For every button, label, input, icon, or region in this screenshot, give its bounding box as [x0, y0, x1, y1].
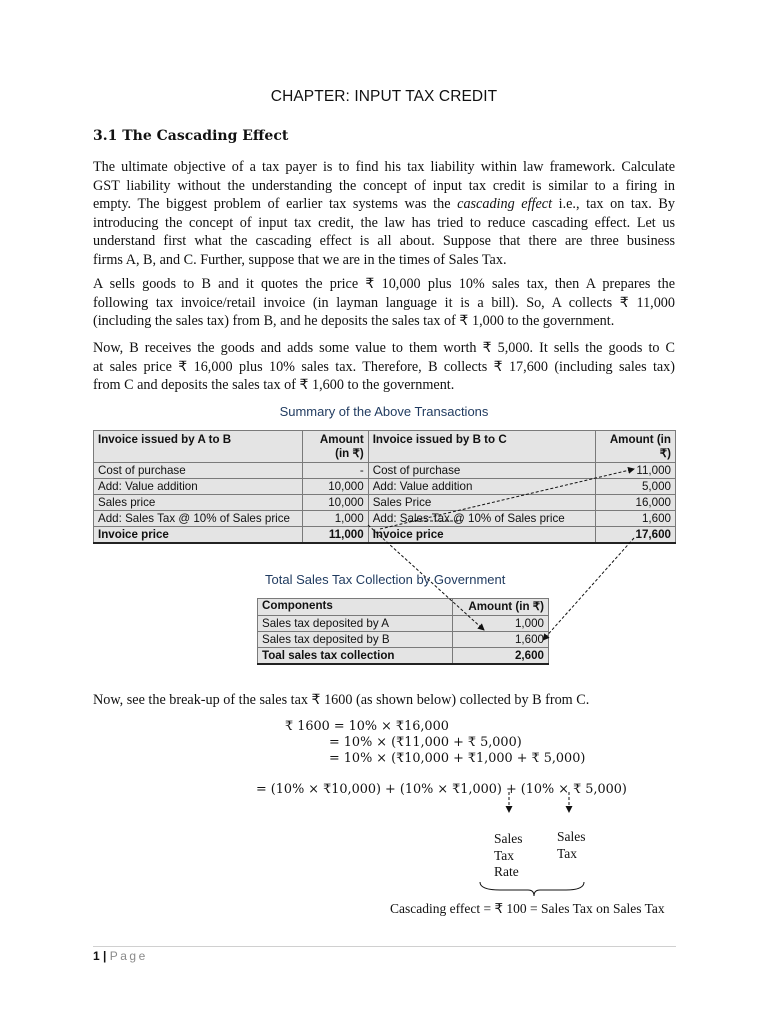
- table-cell: 11,000: [596, 463, 676, 479]
- header-cell: Components: [258, 599, 453, 616]
- table-row: [258, 616, 549, 632]
- paragraph-line: firms A, B, and C. Further, suppose that we are in the times of Sales Tax.: [93, 251, 507, 268]
- table-header-row: [258, 599, 549, 616]
- total-cell: 11,000: [302, 527, 368, 543]
- page-number: 1: [93, 949, 100, 963]
- table-cell: Add: Value addition: [94, 479, 303, 495]
- cascading-effect-text: Cascading effect = ₹ 100 = Sales Tax on Sales Tax: [390, 901, 665, 916]
- table-row: [94, 511, 676, 527]
- table-cell: 1,000: [453, 616, 549, 632]
- table-cell: Cost of purchase: [94, 463, 303, 479]
- table-row: [94, 495, 676, 511]
- curly-brace: [480, 882, 584, 896]
- table-cell: Sales tax deposited by B: [258, 632, 453, 648]
- table-cell: -: [302, 463, 368, 479]
- footer-separator: |: [103, 949, 107, 963]
- summary-caption: Summary of the Above Transactions: [279, 404, 489, 419]
- breakup-text: Now, see the break-up of the sales tax ₹ 1600 (as shown below) collected by B from C.: [93, 692, 590, 708]
- total-cell: Invoice price: [94, 527, 303, 543]
- table-row: [94, 479, 676, 495]
- paragraph-line: from C and deposits the sales tax of ₹ 1,600 to the government.: [93, 377, 455, 394]
- page-footer: [93, 949, 148, 963]
- collection-caption: Total Sales Tax Collection by Government: [265, 572, 506, 587]
- header-cell: Amount (in ₹): [596, 431, 676, 463]
- chapter-title: CHAPTER: INPUT TAX CREDIT: [270, 88, 498, 105]
- header-cell: Amount (in ₹): [453, 599, 549, 616]
- paragraph-line: at sales price ₹ 16,000 plus 10% sales tax. Therefore, B collects ₹ 17,600 (including sales tax): [93, 358, 675, 375]
- table-row: [258, 632, 549, 648]
- section-heading: 3.1 The Cascading Effect: [93, 128, 289, 144]
- paragraph-a-sells: [93, 275, 675, 331]
- paragraph-b-receives: [93, 339, 675, 395]
- total-cell: 17,600: [596, 527, 676, 543]
- table-total-row: [94, 527, 676, 543]
- label-sales-tax: Sales Tax: [557, 829, 586, 861]
- summary-table: [93, 430, 676, 544]
- table-cell: Add: Sales Tax @ 10% of Sales price: [94, 511, 303, 527]
- table-cell: 10,000: [302, 479, 368, 495]
- equation-line: = 10% × (₹10,000 + ₹1,000 + ₹ 5,000): [329, 751, 586, 766]
- total-cell: Invoice price: [368, 527, 596, 543]
- table-cell: 1,600: [596, 511, 676, 527]
- label-sales-tax-rate: Sales Tax Rate: [494, 831, 523, 879]
- table-row: [94, 463, 676, 479]
- arrow-tax-b-to-collection: [543, 538, 634, 640]
- paragraph-line: A sells goods to B and it quotes the price ₹ 10,000 plus 10% sales tax, then A prepares the: [93, 276, 675, 292]
- header-cell: Amount (in ₹): [302, 431, 368, 463]
- text-run: i.e., tax on tax. By: [552, 196, 675, 213]
- total-cell: 2,600: [453, 648, 549, 664]
- paragraph-line: understand first what the cascading effect is all about. Suppose that there are three business: [93, 233, 675, 250]
- paragraph-line: GST liability without the understanding the concept of input tax credit is similar to a firing in: [93, 177, 675, 194]
- footer-divider: [93, 946, 676, 947]
- table-cell: 16,000: [596, 495, 676, 511]
- table-cell: 5,000: [596, 479, 676, 495]
- paragraph-line: [93, 195, 675, 214]
- page-word: Page: [109, 949, 148, 963]
- emphasis-text: cascading effect: [457, 196, 553, 213]
- table-cell: 1,000: [302, 511, 368, 527]
- paragraph-line: Now, B receives the goods and adds some value to them worth ₹ 5,000. It sells the goods to C: [93, 340, 675, 356]
- total-cell: Toal sales tax collection: [258, 648, 453, 664]
- table-header-row: [94, 431, 676, 463]
- table-cell: Sales Price: [368, 495, 596, 511]
- paragraph-intro: [93, 158, 675, 270]
- table-cell: 1,600: [453, 632, 549, 648]
- paragraph-line: (including the sales tax) from B, and he deposits the sales tax of ₹ 1,000 to the government.: [93, 313, 615, 330]
- collection-table: [257, 598, 549, 665]
- header-cell: Invoice issued by B to C: [368, 431, 596, 463]
- table-cell: 10,000: [302, 495, 368, 511]
- paragraph-line: introducing the concept of input tax credit, the law has tried to reduce cascading effect. Let us: [93, 214, 675, 231]
- equation-line: = (10% × ₹10,000) + (10% × ₹1,000) + (10% × ₹ 5,000): [256, 782, 627, 797]
- header-cell: Invoice issued by A to B: [94, 431, 303, 463]
- table-cell: Add: Sales Tax @ 10% of Sales price: [368, 511, 596, 527]
- paragraph-line: The ultimate objective of a tax payer is to find his tax liability within law framework. Calculate: [93, 159, 675, 175]
- table-cell: Sales price: [94, 495, 303, 511]
- table-total-row: [258, 648, 549, 664]
- table-cell: Cost of purchase: [368, 463, 596, 479]
- equation-line: = 10% × (₹11,000 + ₹ 5,000): [329, 735, 522, 750]
- paragraph-line: following tax invoice/retail invoice (in layman language it is a bill). So, A collects ₹ 11,000: [93, 294, 675, 311]
- equation-line: ₹ 1600 = 10% × ₹16,000: [285, 719, 449, 734]
- text-run: empty. The biggest problem of earlier tax systems was the: [93, 196, 458, 213]
- table-cell: Add: Value addition: [368, 479, 596, 495]
- table-cell: Sales tax deposited by A: [258, 616, 453, 632]
